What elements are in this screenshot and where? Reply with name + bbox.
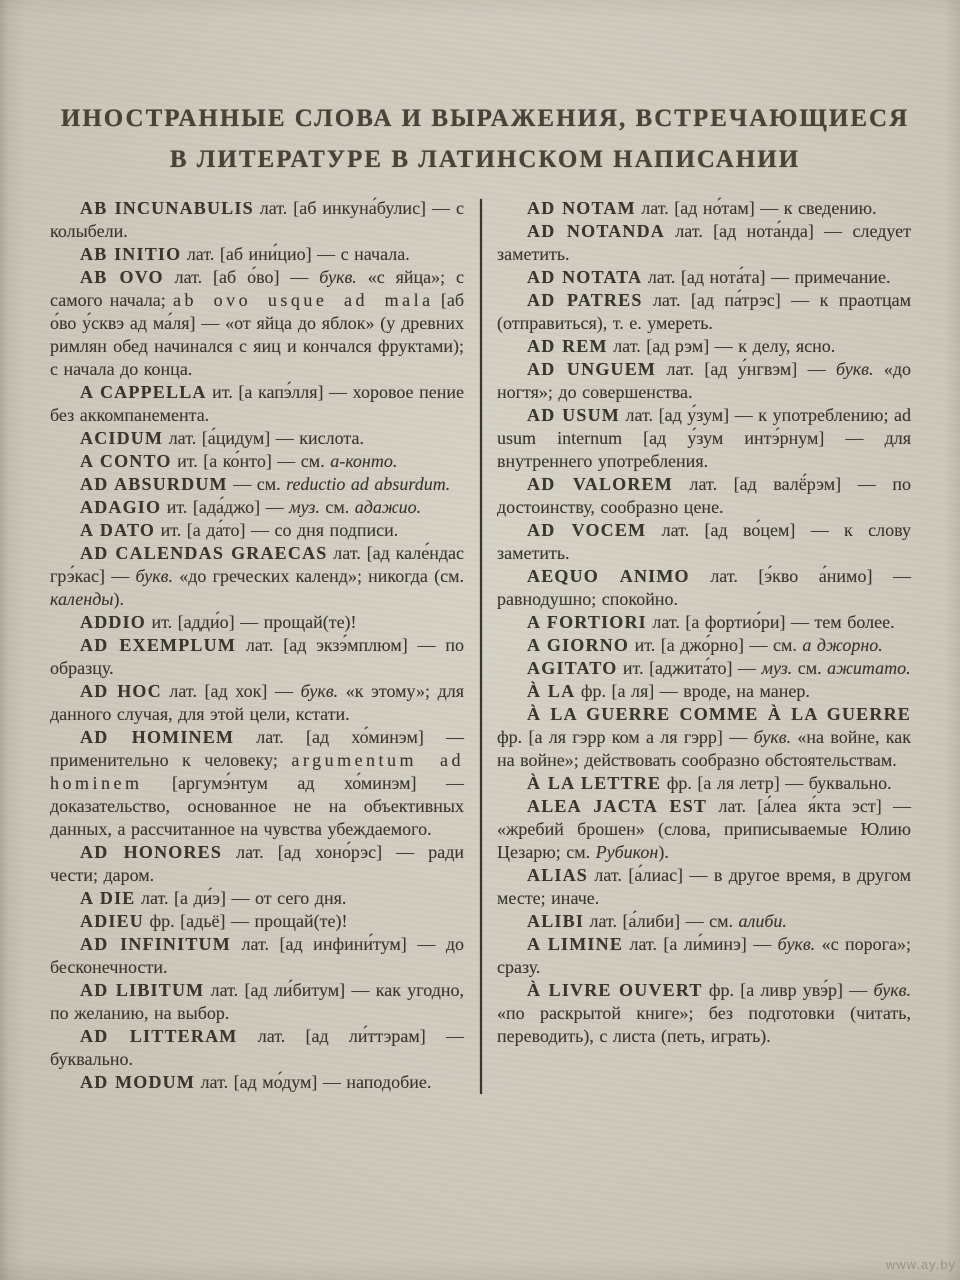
headword: AB INCUNABULIS: [80, 198, 254, 218]
dictionary-entry: [50, 979, 464, 1025]
headword: A LIMINE: [527, 934, 624, 954]
headword: AD UNGUEM: [527, 359, 657, 379]
dictionary-entry: [497, 864, 911, 910]
headword: AGITATO: [527, 658, 618, 678]
headword: A CONTO: [80, 451, 172, 471]
headword: AD NOTANDA: [527, 221, 665, 241]
headword: AD LIBITUM: [80, 980, 205, 1000]
dictionary-entry: [50, 473, 464, 496]
headword: AEQUO ANIMO: [527, 566, 690, 586]
entry-text: алиби.: [738, 911, 787, 931]
dictionary-entry: [50, 611, 464, 634]
entry-text: ит. [а ко́нто] — см.: [171, 451, 331, 471]
dictionary-entry: [497, 703, 911, 772]
dictionary-entry: [50, 887, 464, 910]
entry-text: «до греческих календ»; никогда (см.: [172, 566, 464, 586]
entry-text: лат. [аб ини́цио] — с начала.: [181, 244, 410, 264]
dictionary-entry: [497, 565, 911, 611]
entry-text: календы: [50, 589, 114, 609]
dictionary-entry: [497, 335, 911, 358]
headword: AD LITTERAM: [80, 1026, 238, 1046]
entry-text: букв.: [777, 934, 816, 954]
entry-text: лат. [а ли́минэ] —: [623, 934, 778, 954]
dictionary-entry: [497, 519, 911, 565]
entry-text: reductio ad absurdum.: [286, 474, 451, 494]
dictionary-entry: [497, 197, 911, 220]
entry-text: лат. [ад валё́рэм] — по достоинству, сообразно цене.: [497, 474, 911, 517]
entry-text: лат. [а́либи] — см.: [584, 911, 739, 931]
entry-text: ит. [ада́джо] —: [161, 497, 290, 517]
entry-text: — см.: [227, 474, 287, 494]
dictionary-entry: [497, 979, 911, 1048]
dictionary-entry: [497, 358, 911, 404]
entry-text: адажио.: [354, 497, 422, 517]
entry-text: лат. [ад но́там] — к сведению.: [635, 198, 877, 218]
entry-text: «до ногтя»; до совершенства.: [497, 359, 911, 402]
entry-text: лат. [аб инкуна́булис] — с колыбели.: [50, 198, 464, 241]
headword: AD NOTAM: [527, 198, 636, 218]
page-title-line-2: В ЛИТЕРАТУРЕ В ЛАТИНСКОМ НАПИСАНИИ: [169, 146, 801, 173]
entry-text: см.: [319, 497, 355, 517]
entry-text: фр. [а ливр увэ́р] —: [702, 980, 874, 1000]
headword: AD VALOREM: [527, 474, 673, 494]
entry-text: лат. [а фортио́ри] — тем более.: [646, 612, 895, 632]
entry-text: Рубикон: [595, 842, 659, 862]
entry-text: ).: [658, 842, 669, 862]
dictionary-entry: [50, 542, 464, 611]
headword: A DATO: [80, 520, 156, 540]
headword: AD HOC: [80, 681, 162, 701]
entry-text: ит. [а капэ́лля] — хоровое пение без аккомпанемента.: [50, 382, 464, 425]
headword: AD HONORES: [80, 842, 223, 862]
entry-text: букв.: [319, 267, 357, 287]
headword: ALIAS: [527, 865, 589, 885]
entry-text: муз.: [289, 497, 320, 517]
headword: À LIVRE OUVERT: [527, 980, 703, 1000]
headword: A GIORNO: [527, 635, 630, 655]
entry-text: лат. [ад хо́минэм] — применительно к человеку;: [50, 727, 464, 770]
headword: AB OVO: [80, 267, 164, 287]
entry-text: argumentum ad hominem: [50, 750, 465, 793]
dictionary-entry: [497, 473, 911, 519]
right-column: [497, 197, 911, 1094]
entry-text: букв.: [873, 980, 911, 1000]
headword: AD PATRES: [527, 290, 643, 310]
dictionary-entry: [497, 772, 911, 795]
headword: ADDIO: [80, 612, 147, 632]
entry-text: лат. [ад нота́нда] — следует заметить.: [497, 221, 911, 264]
entry-text: [аргумэ́нтум ад хо́минэм] — доказательство, основанное не на объективных данных, а рассчитанное на чувства убеждаемого.: [50, 773, 464, 839]
entry-text: лат. [ад ли́ттэрам] — буквально.: [50, 1026, 464, 1069]
headword: A CAPPELLA: [80, 382, 207, 402]
dictionary-entry: [497, 289, 911, 335]
entry-text: а-конто.: [330, 451, 398, 471]
entry-text: лат. [ад па́трэс] — к праотцам (отправиться), т. е. умереть.: [497, 290, 911, 333]
entry-text: лат. [ад нота́та] — примечание.: [642, 267, 891, 287]
headword: AD MODUM: [80, 1072, 196, 1092]
entry-text: ажитато.: [827, 658, 911, 678]
dictionary-entry: [497, 404, 911, 473]
entry-text: лат. [ад хок] —: [161, 681, 301, 701]
headword: ADIEU: [80, 911, 145, 931]
dictionary-entry: [497, 220, 911, 266]
dictionary-entry: [50, 381, 464, 427]
page-title-line-1: ИНОСТРАННЫЕ СЛОВА И ВЫРАЖЕНИЯ, ВСТРЕЧАЮЩИЕСЯ: [60, 105, 910, 132]
entry-text: ).: [113, 589, 124, 609]
entry-text: лат. [ад у́нгвэм] —: [656, 359, 836, 379]
entry-text: лат. [ад мо́дум] — наподобие.: [195, 1072, 432, 1092]
left-column: [50, 197, 464, 1094]
dictionary-entry: [50, 910, 464, 933]
headword: ADAGIO: [80, 497, 162, 517]
entry-text: фр. [а ля летр] — буквально.: [661, 773, 892, 793]
dictionary-entry: [50, 634, 464, 680]
entry-text: букв.: [135, 566, 173, 586]
headword: ACIDUM: [80, 428, 164, 448]
entry-text: букв.: [300, 681, 339, 701]
entry-text: лат. [а́леа я́кта эст] — «жребий брошен» (слова, приписываемые Юлию Цезарю; см.: [497, 796, 912, 862]
headword: AD INFINITUM: [80, 934, 231, 954]
entry-text: лат. [а́цидум] — кислота.: [163, 428, 364, 448]
dictionary-entry: [497, 933, 911, 979]
headword: AD CALENDAS GRAECAS: [80, 543, 328, 563]
entry-text: «с яйца»; с самого начала;: [50, 267, 465, 310]
entry-text: ит. [аджита́то] —: [617, 658, 762, 678]
dictionary-entry: [50, 841, 464, 887]
headword: A FORTIORI: [527, 612, 647, 632]
entry-text: лат. [а ди́э] — от сего дня.: [135, 888, 347, 908]
entry-text: лат. [аб о́во] —: [163, 267, 320, 287]
entry-text: лат. [ад у́зум] — к употреблению; ad usum internum [ад у́зум интэ́рнум] — для внутреннего употребления.: [497, 405, 911, 471]
entry-text: лат. [ад во́цем] — к слову заметить.: [497, 520, 911, 563]
entry-text: букв.: [835, 359, 874, 379]
entry-text: «к этому»; для данного случая, для этой цели, кстати.: [50, 681, 464, 724]
dictionary-entry: [50, 1071, 464, 1094]
dictionary-entry: [50, 726, 464, 841]
headword: AD EXEMPLUM: [80, 635, 237, 655]
dictionary-entry: [50, 266, 464, 381]
column-divider: [480, 199, 482, 1094]
dictionary-entry: [497, 795, 911, 864]
entry-text: лат. [ад экзэ́мплюм] — по образцу.: [50, 635, 465, 678]
entry-text: фр. [а ля гэрр ком а ля гэрр] —: [497, 727, 754, 747]
entry-text: фр. [а ля] — вроде, на манер.: [575, 681, 810, 701]
headword: ALIBI: [527, 911, 585, 931]
headword: À LA LETTRE: [527, 773, 662, 793]
entry-text: ab ovo usque ad mala: [172, 290, 434, 310]
dictionary-entry: [50, 933, 464, 979]
entry-text: фр. [адьё] — прощай(те)!: [144, 911, 348, 931]
entry-text: лат. [ад кале́ндас грэ́кас] —: [50, 543, 464, 586]
headword: AD VOCEM: [527, 520, 647, 540]
dictionary-entry: [50, 496, 464, 519]
headword: AD ABSURDUM: [80, 474, 228, 494]
entry-text: ит. [адди́о] — прощай(те)!: [146, 612, 357, 632]
dictionary-entry: [497, 680, 911, 703]
dictionary-entry: [497, 910, 911, 933]
headword: À LA GUERRE COMME À LA GUERRE: [527, 704, 911, 724]
entry-text: лат. [ад рэм] — к делу, ясно.: [607, 336, 836, 356]
headword: ALEA JACTA EST: [527, 796, 708, 816]
dictionary-entry: [50, 519, 464, 542]
dictionary-columns: [50, 197, 911, 1094]
entry-text: а джорно.: [802, 635, 883, 655]
entry-text: лат. [ад хоно́рэс] — ради чести; даром.: [50, 842, 465, 885]
entry-text: лат. [ад ли́битум] — как угодно, по желанию, на выбор.: [50, 980, 465, 1023]
headword: AD REM: [527, 336, 608, 356]
dictionary-entry: [497, 266, 911, 289]
entry-text: лат. [ад инфини́тум] — до бесконечности.: [50, 934, 465, 977]
entry-text: ит. [а да́то] — со дня подписи.: [155, 520, 399, 540]
dictionary-entry: [50, 1025, 464, 1071]
headword: À LA: [527, 681, 576, 701]
dictionary-entry: [50, 243, 464, 266]
entry-text: лат. [а́лиас] — в другое время, в другом месте; иначе.: [497, 865, 911, 908]
dictionary-entry: [50, 680, 464, 726]
headword: A DIE: [80, 888, 136, 908]
page-title: [40, 98, 930, 180]
entry-text: «с порога»; сразу.: [497, 934, 911, 977]
entry-text: см.: [792, 658, 828, 678]
entry-text: муз.: [761, 658, 793, 678]
headword: AD USUM: [527, 405, 620, 425]
entry-text: ит. [а джо́рно] — см.: [629, 635, 803, 655]
entry-text: лат. [э́кво а́нимо] — равнодушно; спокойно.: [497, 566, 911, 609]
dictionary-entry: [497, 634, 911, 657]
entry-text: «по раскрытой книге»; без подготовки (читать, переводить), с листа (петь, играть).: [497, 1003, 911, 1046]
headword: AB INITIO: [80, 244, 182, 264]
entry-text: [аб о́во у́сквэ ад ма́ля] — «от яйца до яблок» (у древних римлян обед начинался с яиц и кончался фруктами); с начала до конца.: [50, 290, 464, 379]
entry-text: «на войне, как на войне»; действовать сообразно обстоятельствам.: [497, 727, 912, 770]
headword: AD NOTATA: [527, 267, 643, 287]
dictionary-entry: [50, 427, 464, 450]
headword: AD HOMINEM: [80, 727, 235, 747]
dictionary-entry: [497, 611, 911, 634]
dictionary-entry: [50, 450, 464, 473]
entry-text: букв.: [753, 727, 792, 747]
watermark: www.ay.by: [885, 1257, 956, 1272]
dictionary-entry: [497, 657, 911, 680]
dictionary-entry: [50, 197, 464, 243]
